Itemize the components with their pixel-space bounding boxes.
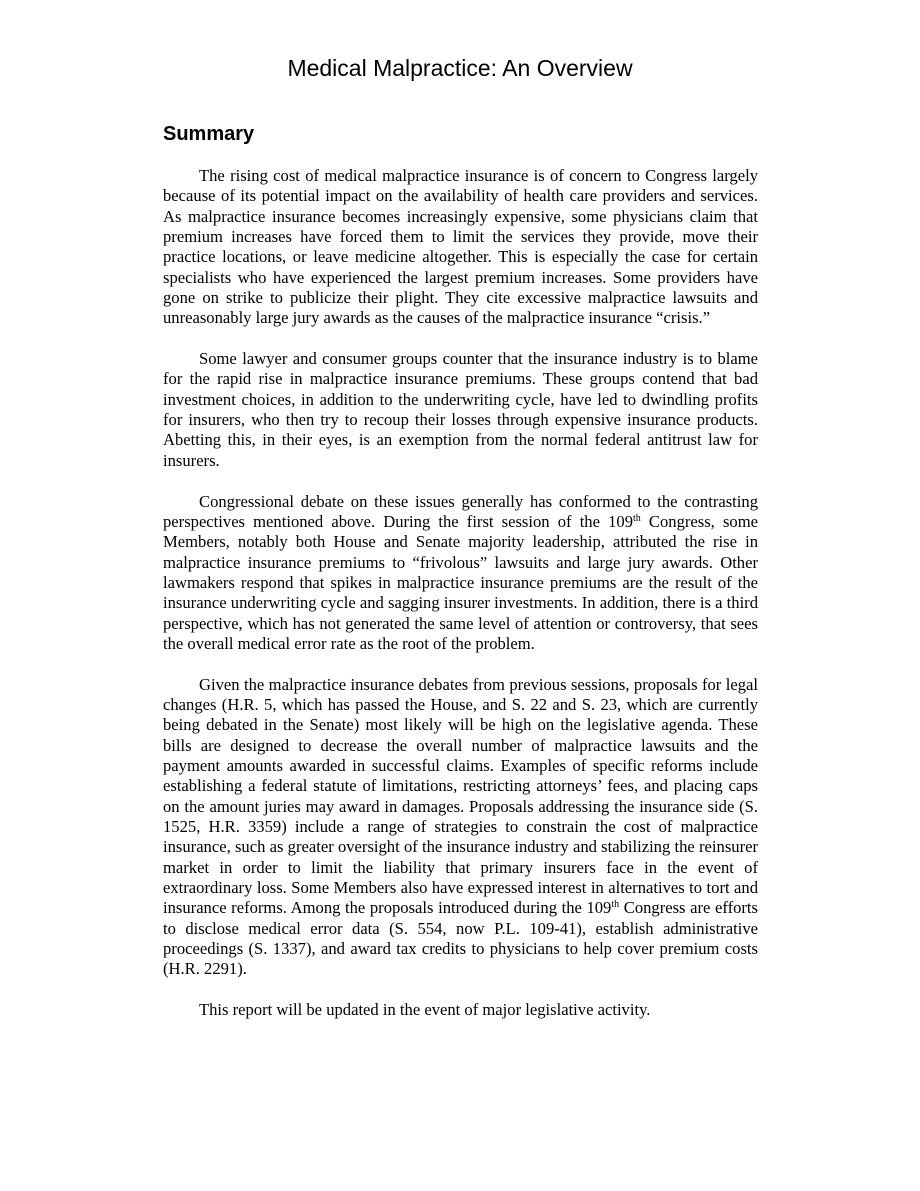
paragraph-1: The rising cost of medical malpractice insurance is of concern to Congress largely because of its potential impact on the availability of health care providers and services. As malpractice insurance becomes increasingly expensive, some physicians claim that premium increases have forced them to limit the services they provide, move their practice locations, or leave medicine altogether. This is especially the case for certain specialists who have experienced the largest premium increases. Some providers have gone on strike to publicize their plight. They cite excessive malpractice lawsuits and unreasonably large jury awards as the causes of the malpractice insurance “crisis.” [163, 166, 758, 328]
document-title: Medical Malpractice: An Overview [287, 55, 633, 81]
paragraph-3 [163, 492, 758, 655]
paragraph-3-text-b: Congress, some Members, notably both House and Senate majority leadership, attributed the rise in malpractice insurance premiums to “frivolous” lawsuits and large jury awards. Other lawmakers respond that spikes in malpractice insurance premiums are the result of the insurance underwriting cycle and sagging insurer investments. In addition, there is a third perspective, which has not generated the same level of attention or controversy, that sees the overall medical error rate as the root of the problem. [163, 511, 758, 653]
summary-body [163, 166, 758, 1041]
section-heading-summary: Summary [163, 123, 255, 145]
ordinal-suffix: th [633, 512, 641, 524]
paragraph-3-text-a: Congressional debate on these issues generally has conformed to the contrasting perspectives mentioned above. During the first session of the 109 [163, 491, 758, 531]
paragraph-4 [163, 675, 758, 980]
paragraph-2: Some lawyer and consumer groups counter that the insurance industry is to blame for the rapid rise in malpractice insurance premiums. These groups contend that bad investment choices, in addition to the underwriting cycle, have led to dwindling profits for insurers, who then try to recoup their losses through expensive insurance products. Abetting this, in their eyes, is an exemption from the normal federal antitrust law for insurers. [163, 349, 758, 470]
ordinal-suffix: th [611, 899, 620, 911]
paragraph-4-text-a: Given the malpractice insurance debates from previous sessions, proposals for legal changes (H.R. 5, which has passed the House, and S. 22 and S. 23, which are currently being debated in the Senate) most likely will be high on the legislative agenda. These bills are designed to decrease the overall number of malpractice lawsuits and the payment amounts awarded in successful claims. Examples of specific reforms include establishing a federal statute of limitations, restricting attorneys’ fees, and placing caps on the amount juries may award in damages. Proposals addressing the insurance side (S. 1525, H.R. 3359) include a range of strategies to constrain the cost of malpractice insurance, such as greater oversight of the insurance industry and stabilizing the reinsurer market in order to limit the liability that primary insurers face in the event of extraordinary loss. Some Members also have expressed interest in alternatives to tort and insurance reforms. Among the proposals introduced during the 109 [163, 674, 758, 918]
paragraph-4-text-b: Congress are efforts to disclose medical error data (S. 554, now P.L. 109-41), establish administrative proceedings (S. 1337), and award tax credits to physicians to help cover premium costs (H.R. 2291). [163, 898, 758, 979]
paragraph-5: This report will be updated in the event of major legislative activity. [199, 1000, 651, 1020]
